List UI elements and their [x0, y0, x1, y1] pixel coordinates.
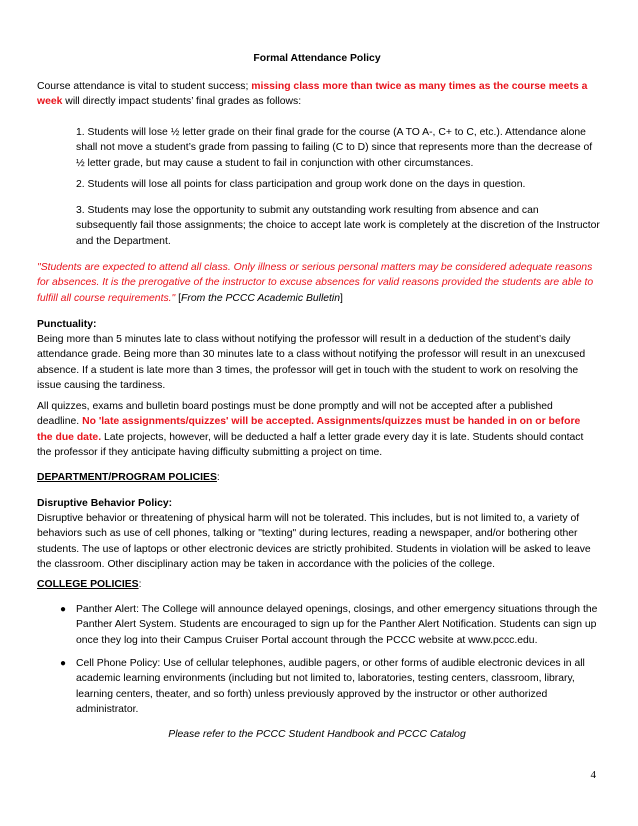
college-heading-text: COLLEGE POLICIES [37, 579, 139, 590]
footer-note: Please refer to the PCCC Student Handbook and PCCC Catalog [168, 729, 466, 740]
department-heading [37, 470, 597, 485]
department-heading-text: DEPARTMENT/PROGRAM POLICIES [37, 472, 217, 483]
college-heading [37, 577, 597, 592]
quizzes-text-pre: All quizzes, exams and bulletin board postings must be done promptly and will not be accepted after a published deadline. [37, 401, 553, 428]
quote-source: From the PCCC Academic Bulletin [181, 292, 341, 304]
panther-alert-item: Panther Alert: The College will announce delayed openings, closings, and other emergency situations through the Panther Alert System. Students are encouraged to sign up for the Panther Alert Notification. Students can sign up once they log into their Campus Cruiser Portal account through the PCCC website at www.pccc.edu. [76, 604, 598, 646]
disruptive-body: Disruptive behavior or threatening of physical harm will not be tolerated. This includes, but is not limited to, a variety of behaviors such as use of cell phones, talking or "texting" during lectures, reading a newspaper, and/or bothering other students. The use of laptops or other electronic devices are strictly prohibited. Students in violation will be asked to leave the classroom. Other disciplinary action may be taken in accordance with the policies of the college. [37, 513, 591, 571]
intro-emphasis: missing class more than twice as many times as the course meets a week [37, 81, 588, 108]
policy-item-2: 2. Students will lose all points for class participation and group work done on the days in question. [76, 179, 526, 190]
bulletin-quote [37, 260, 597, 306]
intro-paragraph [37, 79, 597, 110]
quizzes-text-post: Late projects, however, will be deducted a half a letter grade every day it is late. Students should contact the professor if they anticipate having difficulty submitting a project on time. [37, 431, 584, 459]
intro-text-post: will directly impact students’ final grades as follows: [62, 96, 302, 108]
punctuality-heading: Punctuality: [37, 319, 97, 330]
intro-text-pre: Course attendance is vital to student success; [37, 81, 252, 92]
policy-item-1: 1. Students will lose ½ letter grade on their final grade for the course (A TO A-, C+ to C, etc.). Attendance alone shall not move a student’s grade from passing to failing (C to D) since that represents more than the decrease of ½ letter grade, but may cause a student to fail in conjunction with other circumstances. [76, 127, 593, 169]
department-heading-colon: : [216, 472, 220, 483]
policy-item-3: 3. Students may lose the opportunity to submit any outstanding work resulting from absence and can subsequently fail those assignments; the choice to accept late work is completely at the discretion of the Instructor and the Department. [76, 205, 600, 247]
quote-source-open: [ [175, 292, 182, 304]
cell-phone-policy-item: Cell Phone Policy: Use of cellular telephones, audible pagers, or other forms of audible electronic devices in all academic learning environments (including but not limited to, laboratories, testing centers, classroom, library, learning centers, theater, and so forth) unless previously approved by the instructor or other authorized administrator. [76, 658, 585, 716]
college-heading-colon: : [138, 579, 142, 590]
bullet-dot-icon: ● [60, 658, 67, 669]
punctuality-body: Being more than 5 minutes late to class without notifying the professor will result in a deduction of the student’s daily attendance grade. Being more than 30 minutes late to a class without notifying the professor will result in an unexcused absence. If a student is late more than 3 times, the professor will get in touch with the student to work on resolving the issue causing the tardiness. [37, 334, 586, 392]
disruptive-heading: Disruptive Behavior Policy: [37, 498, 173, 509]
page-number: 4 [590, 769, 596, 781]
bullet-dot-icon: ● [60, 604, 67, 615]
quizzes-paragraph [37, 399, 597, 461]
quote-source-close: ] [340, 292, 343, 304]
quizzes-emphasis: No 'late assignments/quizzes' will be accepted. Assignments/quizzes must be handed in on or before the due date. [37, 416, 581, 443]
page-title: Formal Attendance Policy [253, 53, 381, 64]
quote-text: "Students are expected to attend all class. Only illness or serious personal matters may be considered adequate reasons for absences. It is the prerogative of the instructor to excuse absences for valid reasons provided the students are able to fulfill all course requirements." [37, 262, 594, 304]
